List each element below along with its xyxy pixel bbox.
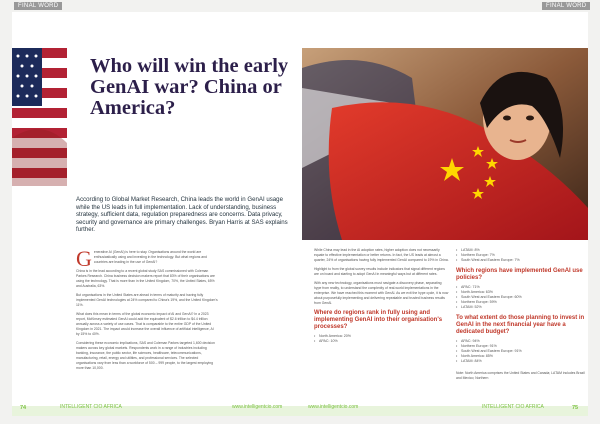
stat-list-policies	[456, 285, 586, 311]
stat-list-implementation	[314, 334, 449, 344]
left-page	[12, 12, 302, 416]
stat-list-budget	[456, 339, 586, 365]
sub-heading-implementation: Where do regions rank in fully using and implementing GenAI into their organisation's processes?	[314, 310, 443, 330]
article-headline: Who will win the early GenAI war? China or America?	[90, 55, 289, 119]
list-item: • APAC: 94%	[456, 339, 586, 344]
list-item: • APAC: 71%	[456, 285, 586, 290]
section-tag-left: FINAL WORD	[14, 2, 62, 10]
list-item: • South West and Eastern Europe: 60%	[456, 295, 586, 300]
footer-magazine-right: INTELLIGENT CIO AFRICA	[482, 404, 544, 410]
body-paragraph: Generative AI (GenAI) is here to stay. Organisations around the world are enthusiastically using and investing in the technology. But what regions and countries are leading in the use of GenAI?	[76, 246, 207, 271]
list-item: • Northern Europe: 59%	[456, 300, 586, 305]
list-item: • Northern Europe: 91%	[456, 344, 586, 349]
page-number-right: 75	[572, 405, 579, 411]
article-standfirst: According to Global Market Research, China leads the world in GenAI usage while the US leads in full implementation. Lack of understanding, business strategy, sufficient data, regulation preparedness are concerns. Data privacy, security and governance are primary challenges. Bryan Harris at SAS explains further.	[76, 196, 288, 234]
footer-url-left: www.intelligentcio.com	[232, 404, 283, 410]
list-item: • North America: 63%	[456, 290, 586, 295]
body-column-4	[456, 248, 586, 381]
woman-with-chinese-flag-photo	[302, 48, 588, 240]
us-flag-image	[12, 48, 67, 186]
body-paragraph: While China may lead in the AI adoption rates, higher adoption does not necessarily equate to effective implementation or better returns. In fact, the US leads at almost a quarter, 24% of organisations having fully implemented GenAI compared to 19% in China.	[314, 248, 449, 262]
body-paragraph: But organisations in the United States are ahead in terms of maturity and having fully implemented GenAI technologies at 24% compared to China's 19%, and the United Kingdom's 11%.	[76, 293, 218, 307]
list-item: • North America: 85%	[456, 354, 586, 359]
list-item: • Northern Europe: 7%	[456, 253, 586, 258]
list-item: • South West and Eastern Europe: 7%	[456, 258, 586, 263]
body-paragraph: Considering these economic implications, SAS and Coleman Parkes targeted 1,600 decision makers across key global markets. Respondents work in a range of industries including banking, insurance, the public sector, life sciences, healthcare, telecommunications, manufacturing, retail, energy and utilities, and professional services. The selected organisations vary from less than a workforce of 500 – 999 people, to the largest employing more than 10,000.	[76, 341, 215, 370]
list-item: • South West and Eastern Europe: 91%	[456, 349, 586, 354]
right-page	[302, 12, 588, 416]
footer-magazine-left: INTELLIGENT CIO AFRICA	[60, 404, 122, 410]
body-paragraph: China is in the lead according to a recent global study SAS commissioned with Coleman Parkes Research. China business decision makers report that 83% of their organisations are using the technology. That is more than in the United Kingdom, 70%, the United States, 65% and Australia, 63%.	[76, 269, 215, 288]
body-paragraph: With any new technology, organisations must navigate a discovery phase, separating hype from reality, to understand the complexity of real-world implementations in the enterprise. We have reached this moment with GenAI. As we exit the hype cycle, it is now about purposefully implementing and delivering repeatable and trusted business results from GenAI.	[314, 281, 449, 305]
body-column-3	[314, 248, 449, 348]
page-number-left: 74	[20, 405, 27, 411]
body-paragraph: Highlight to from the global survey results include indicators that signal different regions are on board and starting to adopt GenAI in meaningful ways but at different rates.	[314, 267, 445, 276]
section-tag-right: FINAL WORD	[542, 2, 590, 10]
footer-url-right: www.intelligentcio.com	[308, 404, 359, 410]
stat-list-continued	[456, 248, 586, 264]
list-item: • APAC: 10%	[314, 339, 449, 344]
list-item: • North America: 20%	[314, 334, 449, 339]
drop-cap: G	[76, 246, 92, 271]
sub-heading-policies: Which regions have implemented GenAI use policies?	[456, 267, 583, 281]
body-column-1	[76, 246, 218, 375]
region-note: Note: North America comprises the United States and Canada; LATAM includes Brazil and Mexico; Northern	[456, 370, 585, 380]
sub-heading-budget: To what extent do those planning to invest in GenAI in the next financial year have a dedicated budget?	[456, 314, 585, 335]
list-item: • LATAM: 8%	[456, 248, 586, 253]
list-item: • LATAM: 84%	[456, 359, 586, 364]
list-item: • LATAM: 52%	[456, 305, 586, 310]
body-paragraph: What does this mean in terms of the global economic impact of AI and GenAI? In a 2023 report, McKinsey estimated GenAI could add the equivalent of $2.6 trillion to $4.4 trillion annually across a variety of use cases. That is comparable to the entire GDP of the United Kingdom in 2021. The impact would increase the overall influence of artificial intelligence, AI by 15% to 40%.	[76, 312, 214, 336]
